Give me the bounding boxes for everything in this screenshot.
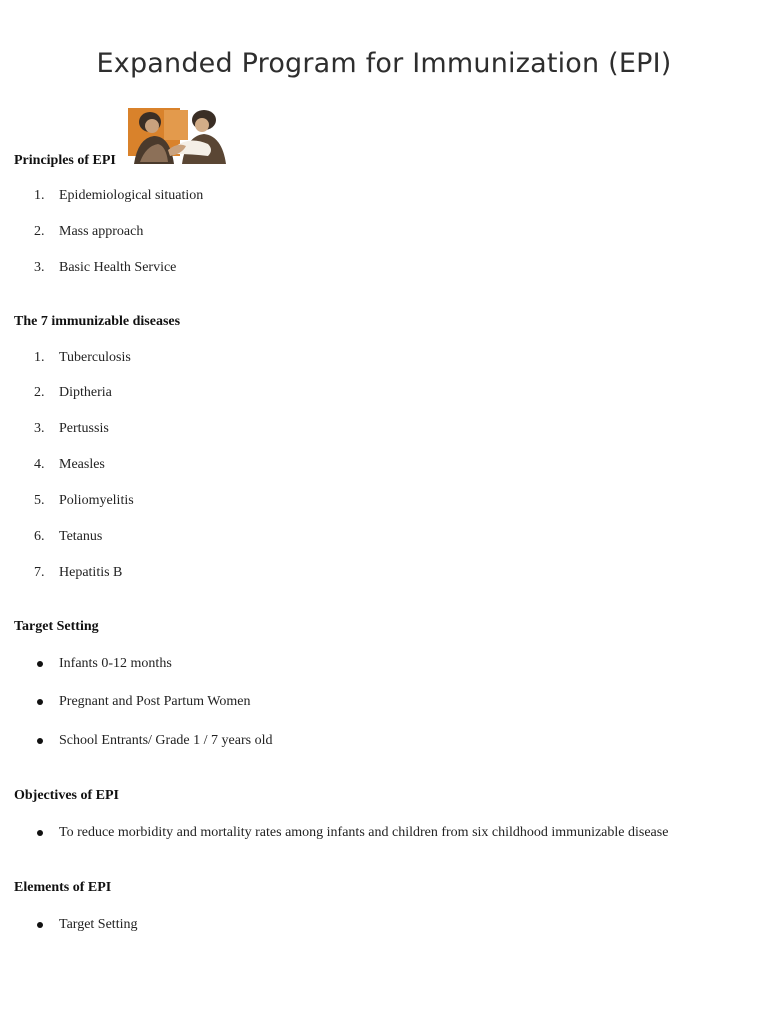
mother-child-illustration-icon: [124, 106, 230, 166]
list-item-text: Mass approach: [59, 224, 144, 239]
list-number: 4.: [34, 457, 45, 472]
list-item-text: Infants 0-12 months: [59, 656, 172, 671]
bullet-icon: [37, 830, 43, 836]
document-title: Expanded Program for Immunization (EPI): [96, 48, 672, 79]
bullet-icon: [37, 699, 43, 705]
list-number: 7.: [34, 565, 45, 580]
list-item-text: School Entrants/ Grade 1 / 7 years old: [59, 733, 273, 748]
illustration-image: [124, 106, 230, 166]
list-number: 3.: [34, 260, 45, 275]
list-item-text: Basic Health Service: [59, 260, 177, 275]
list-item-text: Tetanus: [59, 529, 103, 544]
bullet-icon: [37, 738, 43, 744]
heading-principles: Principles of EPI: [14, 153, 116, 168]
list-item-text: Measles: [59, 457, 105, 472]
list-item-text: Target Setting: [59, 917, 138, 932]
list-number: 6.: [34, 529, 45, 544]
list-item-text: Pertussis: [59, 421, 109, 436]
list-number: 3.: [34, 421, 45, 436]
list-number: 5.: [34, 493, 45, 508]
heading-diseases: The 7 immunizable diseases: [14, 314, 181, 329]
list-item-text: Hepatitis B: [59, 565, 123, 580]
bullet-icon: [37, 661, 43, 667]
list-item-text: Poliomyelitis: [59, 493, 134, 508]
list-number: 1.: [34, 188, 45, 203]
bullet-icon: [37, 922, 43, 928]
list-item-text: Diptheria: [59, 385, 112, 400]
list-number: 1.: [34, 350, 45, 365]
list-item-text: Tuberculosis: [59, 350, 131, 365]
heading-elements: Elements of EPI: [14, 880, 112, 895]
list-item-text: Epidemiological situation: [59, 188, 204, 203]
heading-target-setting: Target Setting: [14, 619, 99, 634]
list-number: 2.: [34, 224, 45, 239]
list-item-text: Pregnant and Post Partum Women: [59, 694, 251, 709]
list-number: 2.: [34, 385, 45, 400]
list-item-text: To reduce morbidity and mortality rates among infants and children from six childhood immunizable disease: [59, 825, 669, 840]
heading-objectives: Objectives of EPI: [14, 788, 119, 803]
